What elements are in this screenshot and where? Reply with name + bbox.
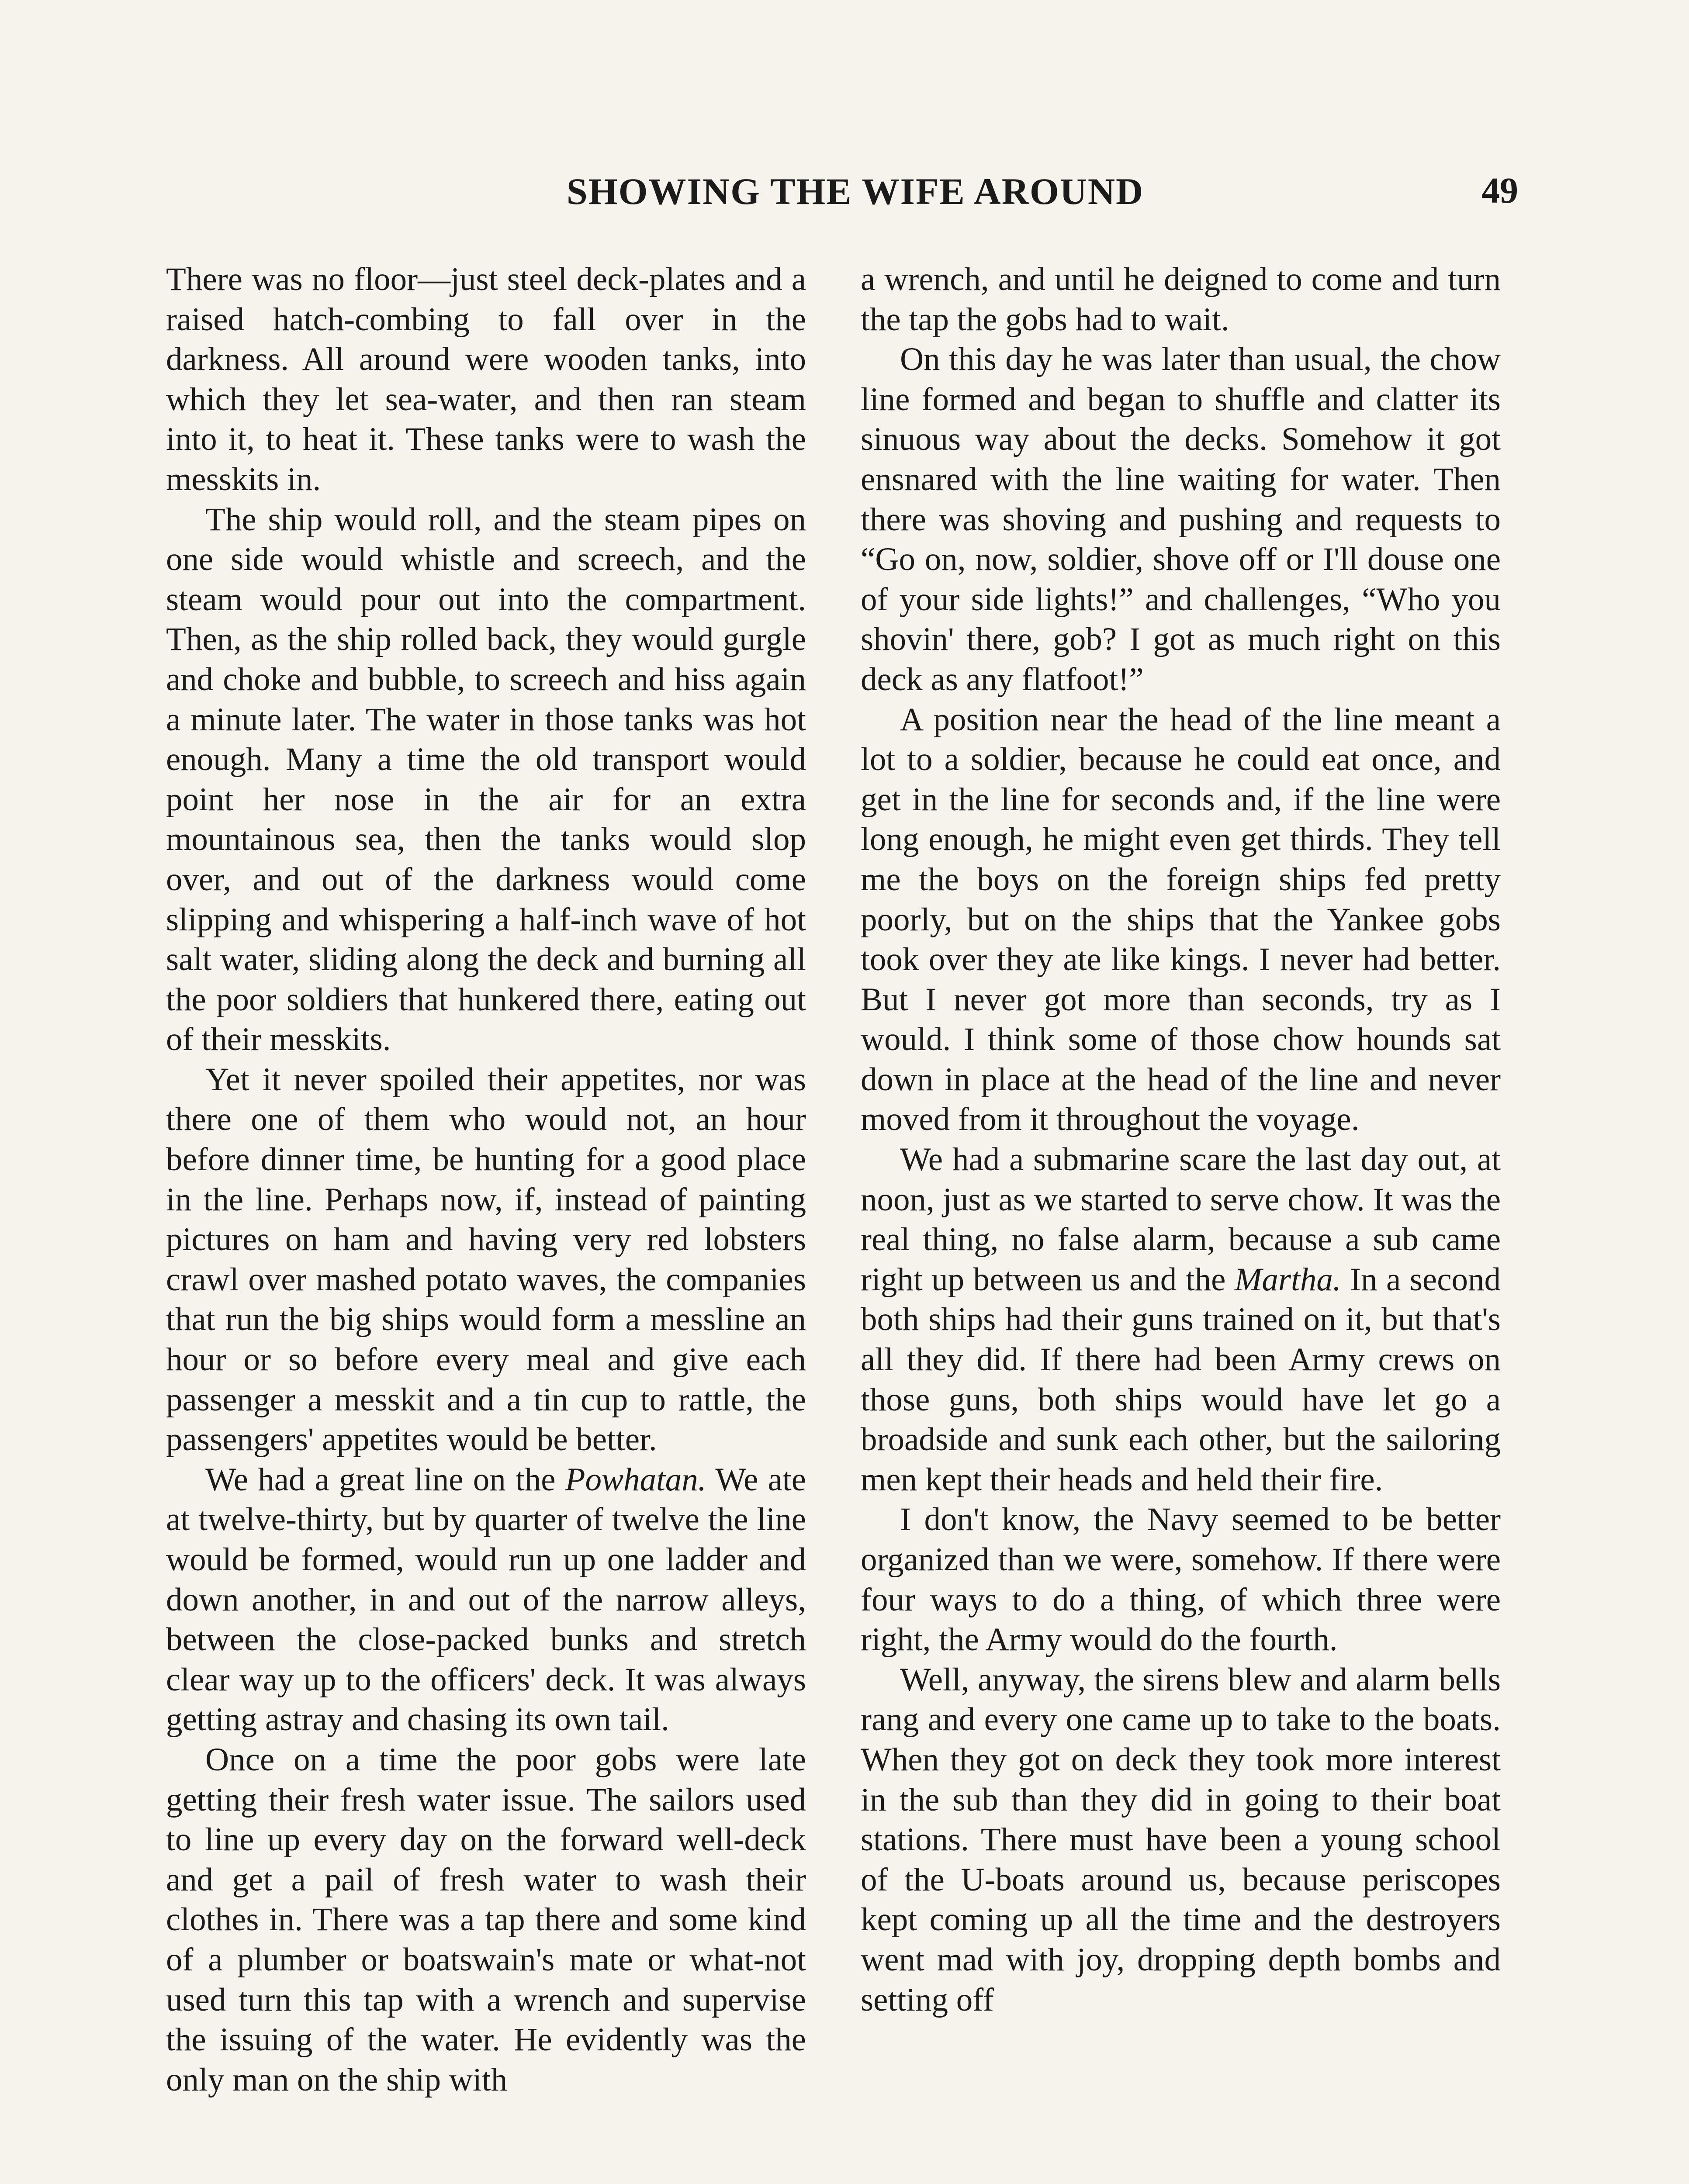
paragraph: Well, anyway, the sirens blew and alarm bells rang and every one came up to take to the boats. When they got on deck they took more interest in the sub than they did in going to their boat stations. There must have been a young school of the U-boats around us, because periscopes kept coming up all the time and the destroyers went mad with joy, dropping depth bombs and setting off [861,1661,1501,2018]
ship-name: Martha. [1234,1261,1341,1298]
paragraph-text: We had a submarine scare the last day out, at noon, just as we started to serve chow. It was the real thing, no false alarm, because a sub came right up between us and the [861,1141,1501,1298]
paragraph: On this day he was later than usual, the chow line formed and began to shuffle and clatter its sinuous way about the decks. Somehow it got ensnared with the line waiting for water. Then there was shoving and pushing and requests to “Go on, now, soldier, shove off or I'll douse one of your side lights!” and challenges, “Who you shovin' there, gob? I got as much right on this deck as any flatfoot!” [861,341,1501,698]
running-head: SHOWING THE WIFE AROUND [566,170,1144,212]
page-number: 49 [1481,170,1518,211]
paragraph: A position near the head of the line meant a lot to a soldier, because he could eat once, and get in the line for seconds and, if the line were long enough, he might even get thirds. They tell me the boys on the foreign ships fed pretty poorly, but on the ships that the Yankee gobs took over they ate like kings. I never had better. But I never got more than seconds, try as I would. I think some of those chow hounds sat down in place at the head of the line and never moved from it throughout the voyage. [861,701,1501,1138]
right-column [861,259,1501,2020]
paragraph: I don't know, the Navy seemed to be better organized than we were, somehow. If there were four ways to do a thing, of which three were right, the Army would do the fourth. [861,1501,1501,1658]
page-header [192,169,1518,222]
paragraph [166,1460,806,1740]
paragraph: Once on a time the poor gobs were late getting their fresh water issue. The sailors used to line up every day on the forward well-deck and get a pail of fresh water to wash their clothes in. There was a tap there and some kind of a plumber or boatswain's mate or what-not used turn this tap with a wrench and supervise the issuing of the water. He evidently was the only man on the ship with [166,1741,806,2098]
paragraph-text: We had a great line on the [205,1461,565,1498]
ship-name: Powhatan. [565,1461,706,1498]
paragraph: Yet it never spoiled their appetites, nor was there one of them who would not, an hour before dinner time, be hunting for a good place in the line. Perhaps now, if, instead of painting pictures on ham and having very red lobsters crawl over mashed potato waves, the companies that run the big ships would form a messline an hour or so before every meal and give each passenger a messkit and a tin cup to rattle, the passengers' appetites would be better. [166,1061,806,1458]
paragraph-text: We ate at twelve-thirty, but by quarter of twelve the line would be formed, would run up one ladder and down another, in and out of the narrow alleys, between the close-packed bunks and stretch clear way up to the officers' deck. It was always getting astray and chasing its own tail. [166,1461,806,1738]
paragraph: a wrench, and until he deigned to come and turn the tap the gobs had to wait. [861,261,1501,338]
paragraph-text: In a second both ships had their guns trained on it, but that's all they did. If there had been Army crews on those guns, both ships would have let go a broadside and sunk each other, but the sailoring men kept their heads and held their fire. [861,1261,1501,1498]
paragraph [861,1140,1501,1500]
paragraph: The ship would roll, and the steam pipes on one side would whistle and screech, and the steam would pour out into the compartment. Then, as the ship rolled back, they would gurgle and choke and bubble, to screech and hiss again a minute later. The water in those tanks was hot enough. Many a time the old transport would point her nose in the air for an extra mountainous sea, then the tanks would slop over, and out of the darkness would come slipping and whispering a half-inch wave of hot salt water, sliding along the deck and burning all the poor soldiers that hunkered there, eating out of their messkits. [166,501,806,1058]
paragraph: There was no floor—just steel deck-plates and a raised hatch-combing to fall over in the darkness. All around were wooden tanks, into which they let sea-water, and then ran steam into it, to heat it. These tanks were to wash the messkits in. [166,261,806,498]
left-column [166,259,806,2100]
